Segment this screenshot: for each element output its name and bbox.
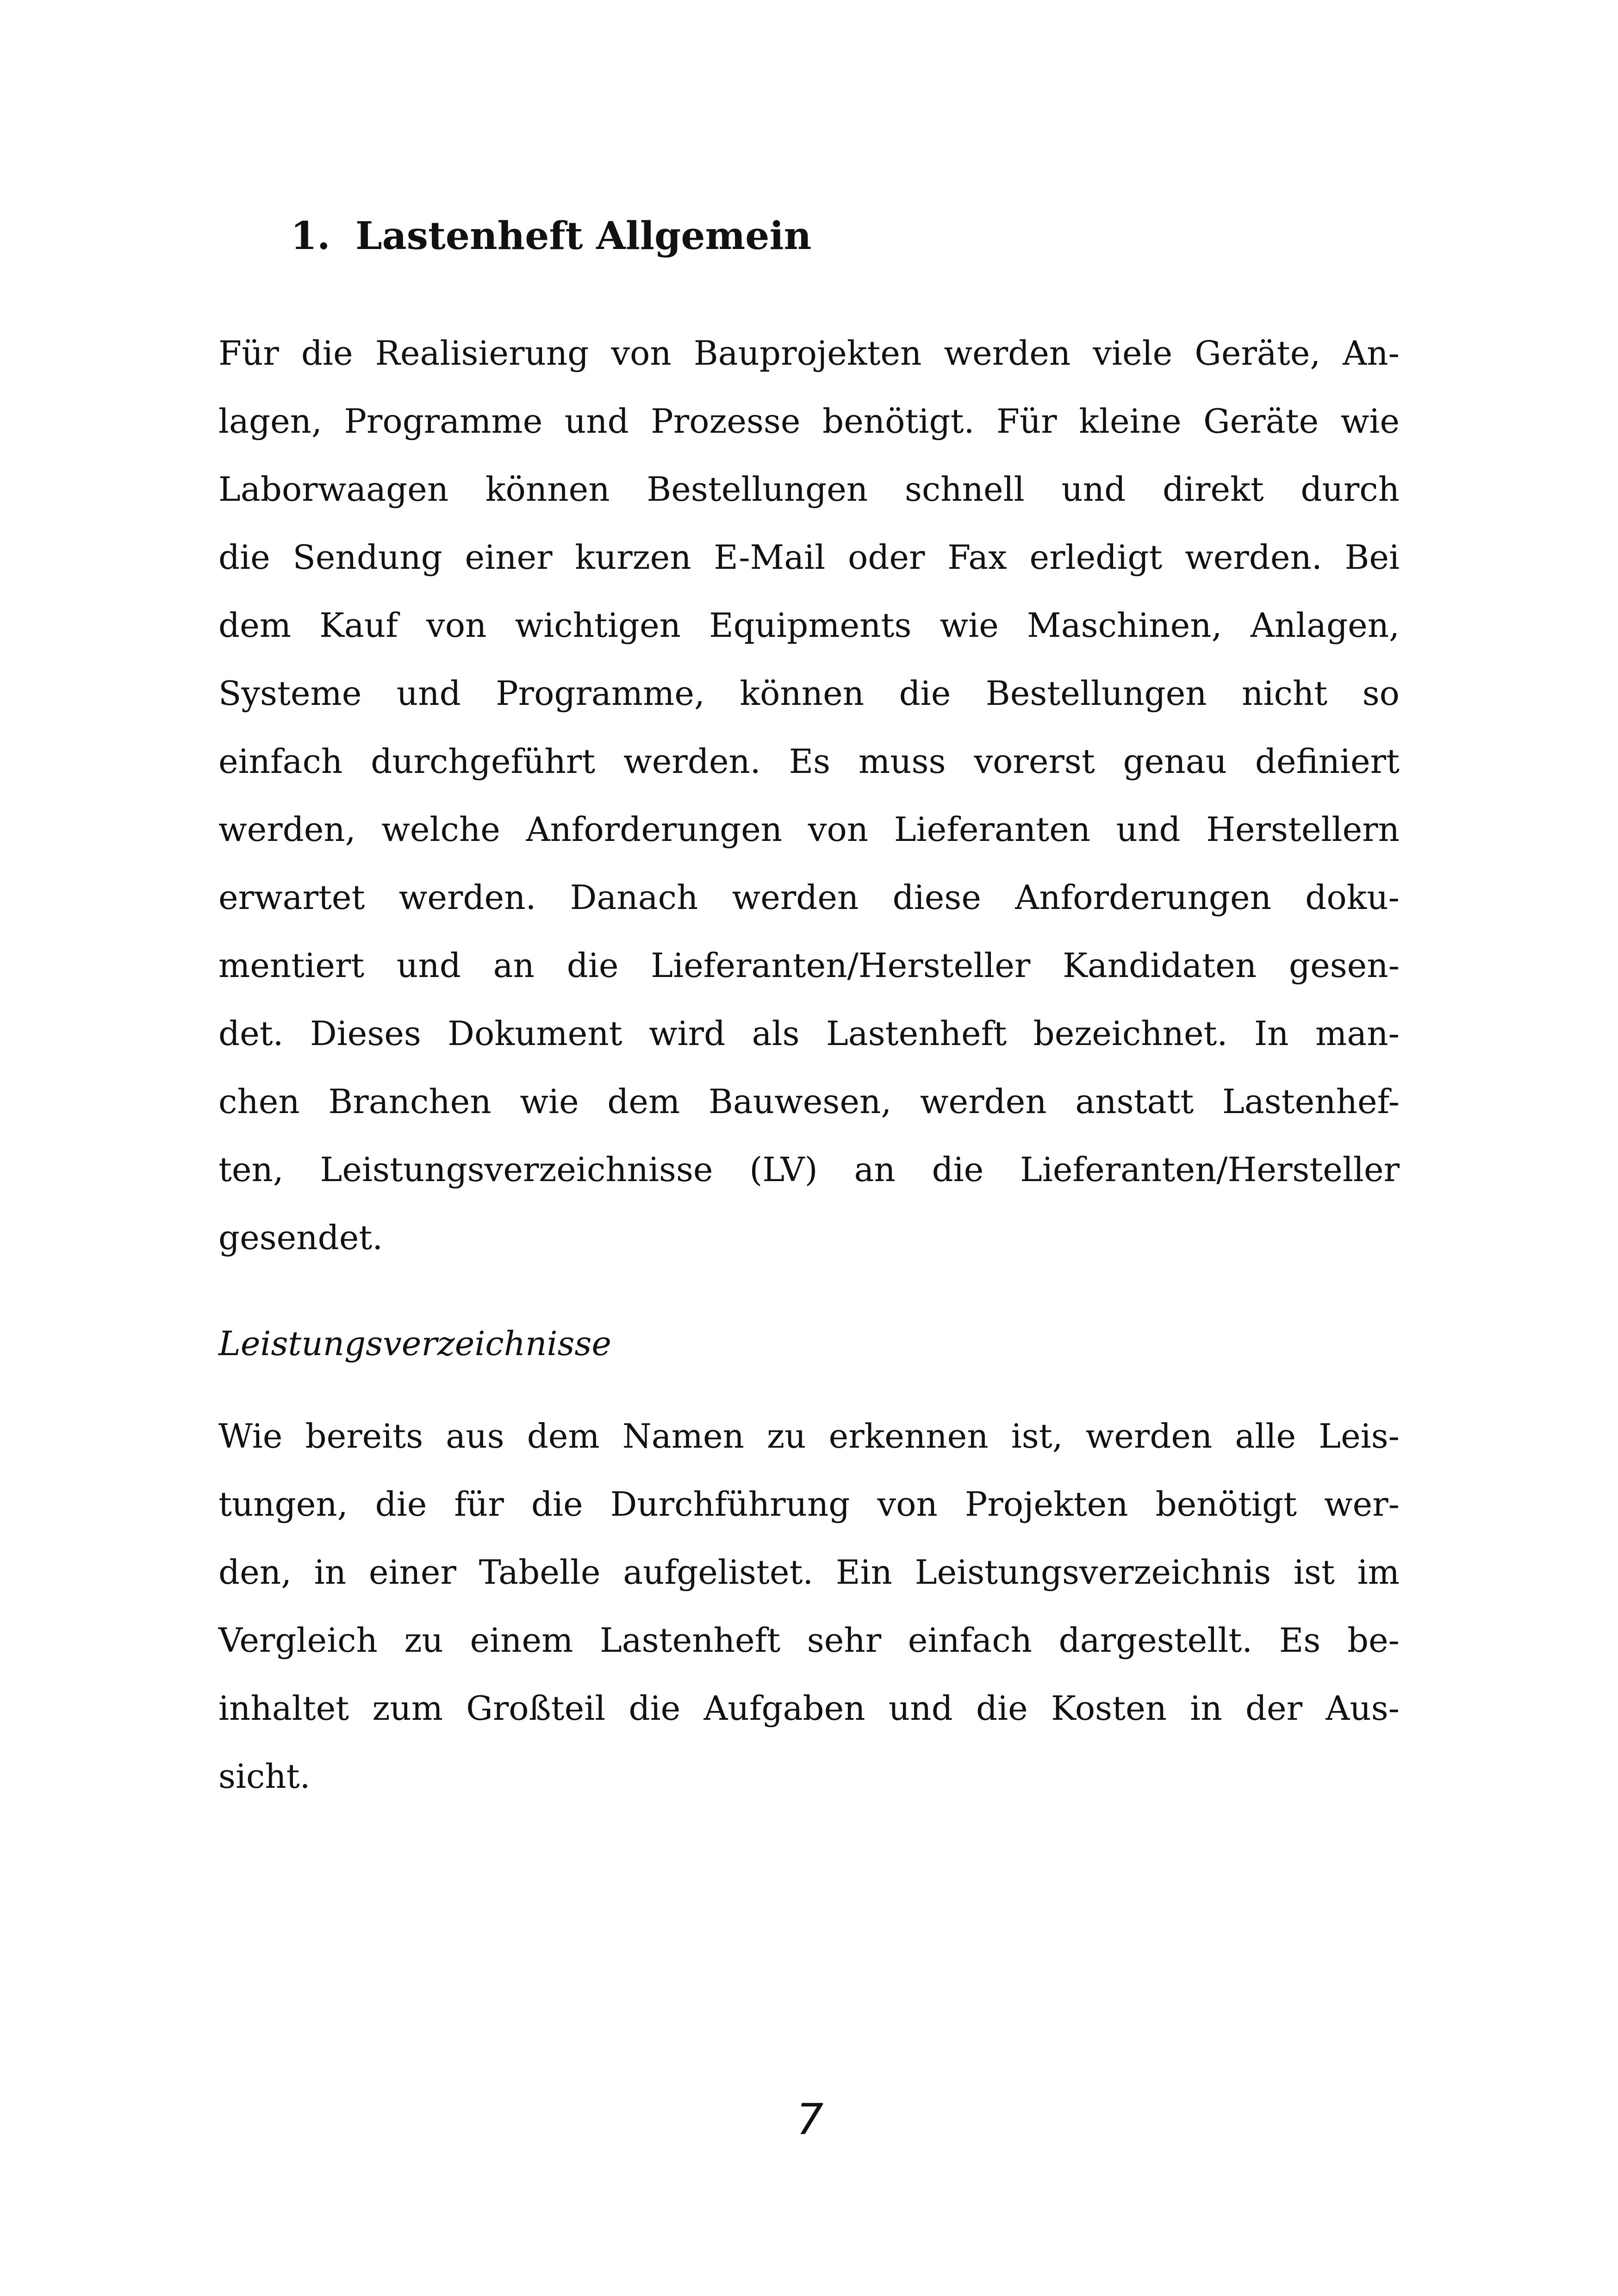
text-line: gesendet. <box>218 1218 383 1257</box>
text-line: dem Kauf von wichtigen Equipments wie Maschinen, Anlagen, <box>218 606 1400 645</box>
section-heading <box>291 211 811 261</box>
section-number: 1. <box>291 214 330 258</box>
text-line: lagen, Programme und Prozesse benötigt. Für kleine Geräte wie <box>218 402 1400 441</box>
text-line: ten, Leistungsverzeichnisse (LV) an die Lieferanten/Hersteller <box>218 1150 1400 1189</box>
section-title: Lastenheft Allgemein <box>355 214 812 258</box>
text-line: den, in einer Tabelle aufgelistet. Ein Leistungsverzeichnis ist im <box>218 1553 1400 1592</box>
paragraph-leistungsverzeichnisse <box>218 1402 1400 1811</box>
text-line: Systeme und Programme, können die Bestellungen nicht so <box>218 674 1400 713</box>
paragraph-intro <box>218 319 1400 1272</box>
subheading-leistungsverzeichnisse: Leistungsverzeichnisse <box>218 1324 611 1363</box>
text-line: tungen, die für die Durchführung von Projekten benötigt wer- <box>218 1485 1400 1524</box>
text-line: Laborwaagen können Bestellungen schnell und direkt durch <box>218 470 1400 509</box>
text-line: erwartet werden. Danach werden diese Anforderungen doku- <box>218 878 1400 917</box>
text-line: die Sendung einer kurzen E-Mail oder Fax erledigt werden. Bei <box>218 538 1400 577</box>
text-line: werden, welche Anforderungen von Lieferanten und Herstellern <box>218 810 1400 849</box>
page-number: 7 <box>796 2095 824 2144</box>
text-line: chen Branchen wie dem Bauwesen, werden anstatt Lastenhef- <box>218 1082 1400 1121</box>
text-line: inhaltet zum Großteil die Aufgaben und die Kosten in der Aus- <box>218 1689 1400 1728</box>
text-line: Vergleich zu einem Lastenheft sehr einfach dargestellt. Es be- <box>218 1621 1400 1660</box>
text-line: mentiert und an die Lieferanten/Hersteller Kandidaten gesen- <box>218 946 1400 985</box>
text-line: einfach durchgeführt werden. Es muss vorerst genau definiert <box>218 742 1400 781</box>
text-line: Für die Realisierung von Bauprojekten werden viele Geräte, An- <box>218 334 1400 373</box>
text-line: sicht. <box>218 1757 311 1796</box>
text-line: Wie bereits aus dem Namen zu erkennen ist, werden alle Leis- <box>218 1417 1400 1456</box>
text-line: det. Dieses Dokument wird als Lastenheft bezeichnet. In man- <box>218 1014 1400 1053</box>
